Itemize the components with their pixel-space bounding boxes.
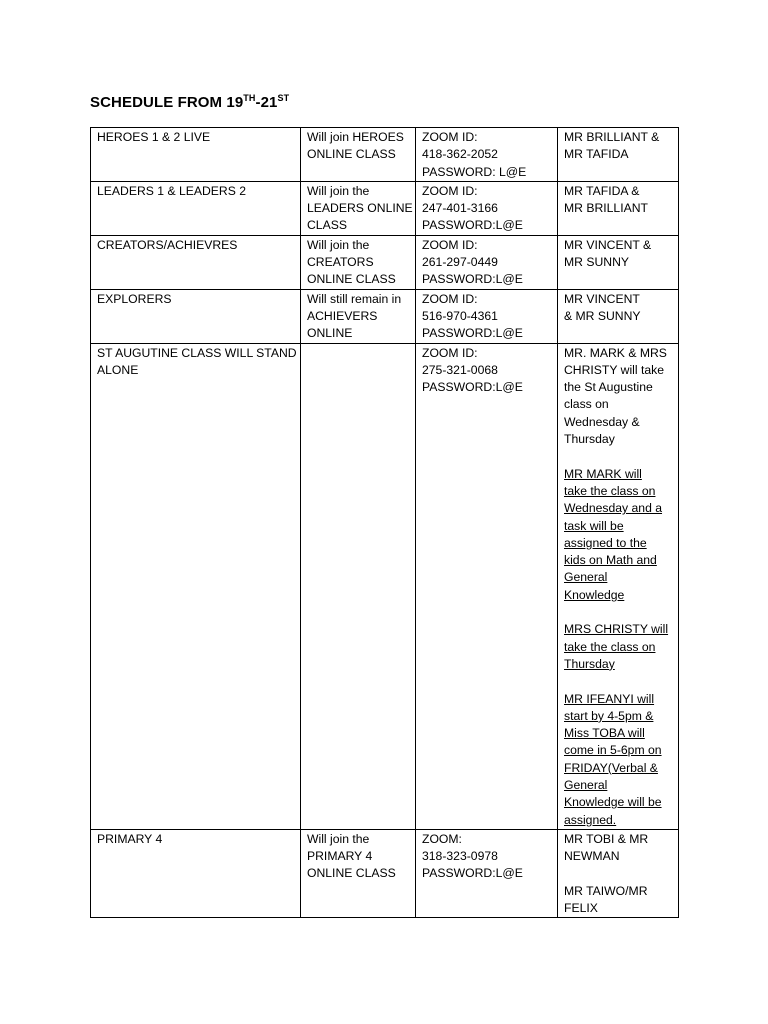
- cell-line: 516-970-4361: [422, 308, 498, 323]
- cell-line: ST AUGUTINE CLASS WILL STAND: [97, 345, 297, 360]
- cell-line: take the class on: [564, 483, 656, 498]
- cell-line: CREATORS/ACHIEVRES: [97, 237, 238, 252]
- cell-line: Thursday: [564, 432, 615, 447]
- cell-line: MR IFEANYI will: [564, 691, 655, 706]
- cell-line: Thursday: [564, 656, 615, 671]
- zoom-cell: [416, 181, 558, 235]
- group-cell: [91, 289, 301, 343]
- cell-line: task will be: [564, 518, 624, 533]
- cell-line: ZOOM ID:: [422, 130, 478, 144]
- table-row: [91, 235, 679, 289]
- paragraph-gap: [564, 865, 673, 882]
- teachers-cell: [558, 128, 679, 182]
- cell-line: assigned.: [564, 812, 617, 827]
- zoom-cell: [416, 289, 558, 343]
- plan-cell: [301, 128, 416, 182]
- cell-line: NEWMAN: [564, 849, 620, 864]
- cell-line: Knowledge will be: [564, 795, 662, 810]
- cell-line: PRIMARY 4: [97, 831, 163, 846]
- cell-line: MR MARK will: [564, 466, 642, 481]
- cell-line: PASSWORD: L@E: [422, 164, 527, 179]
- cell-line: ALONE: [97, 362, 139, 377]
- cell-line: General: [564, 777, 608, 792]
- cell-line: FELIX: [564, 901, 598, 916]
- cell-line: PRIMARY 4: [307, 849, 373, 864]
- teachers-cell: [558, 829, 679, 917]
- cell-line: start by 4-5pm &: [564, 708, 654, 723]
- group-cell: [91, 128, 301, 182]
- paragraph-gap: [564, 448, 673, 465]
- cell-line: MR TOBI & MR: [564, 831, 649, 846]
- cell-line: LEADERS ONLINE: [307, 201, 413, 216]
- cell-line: Wednesday &: [564, 414, 640, 429]
- cell-line: assigned to the: [564, 535, 647, 550]
- group-cell: [91, 235, 301, 289]
- plan-cell: [301, 181, 416, 235]
- cell-line: & MR SUNNY: [564, 308, 641, 323]
- plan-cell: [301, 829, 416, 917]
- cell-line: HEROES 1 & 2 LIVE: [97, 130, 211, 144]
- cell-line: Will join the: [307, 183, 370, 198]
- cell-line: MR SUNNY: [564, 255, 630, 270]
- cell-line: MRS CHRISTY will: [564, 622, 669, 637]
- title-superscript-th: TH: [243, 93, 256, 103]
- group-cell: [91, 829, 301, 917]
- cell-line: Will join the: [307, 831, 370, 846]
- cell-line: ZOOM ID:: [422, 237, 478, 252]
- cell-line: MR BRILLIANT &: [564, 130, 660, 144]
- cell-line: PASSWORD:L@E: [422, 380, 523, 395]
- cell-line: CLASS: [307, 218, 347, 233]
- cell-line: CREATORS: [307, 255, 374, 270]
- cell-line: 418-362-2052: [422, 147, 498, 162]
- cell-line: Will join the: [307, 237, 370, 252]
- group-cell: [91, 181, 301, 235]
- cell-line: ONLINE CLASS: [307, 272, 396, 287]
- teachers-cell: [558, 181, 679, 235]
- cell-line: CHRISTY will take: [564, 362, 665, 377]
- cell-line: ONLINE CLASS: [307, 866, 396, 881]
- cell-line: ZOOM:: [422, 831, 462, 846]
- teachers-cell: [558, 235, 679, 289]
- cell-line: General: [564, 570, 608, 585]
- cell-line: Will still remain in: [307, 291, 402, 306]
- table-row: [91, 343, 679, 829]
- teachers-cell: [558, 343, 679, 829]
- table-row: [91, 181, 679, 235]
- cell-line: ONLINE: [307, 326, 353, 341]
- cell-line: the St Augustine: [564, 380, 653, 395]
- cell-line: MR VINCENT: [564, 291, 640, 306]
- table-row: [91, 128, 679, 182]
- cell-line: Will join HEROES: [307, 130, 404, 144]
- cell-line: ZOOM ID:: [422, 291, 478, 306]
- title-text: SCHEDULE FROM 19: [90, 94, 244, 111]
- cell-line: kids on Math and: [564, 553, 657, 568]
- plan-cell: [301, 235, 416, 289]
- cell-line: Knowledge: [564, 587, 625, 602]
- paragraph-gap: [564, 604, 673, 621]
- cell-line: MR TAIWO/MR: [564, 883, 648, 898]
- teachers-cell: [558, 289, 679, 343]
- cell-line: class on: [564, 397, 609, 412]
- plan-cell: [301, 343, 416, 829]
- cell-line: 275-321-0068: [422, 362, 498, 377]
- group-cell: [91, 343, 301, 829]
- page-title: [90, 94, 289, 111]
- cell-line: 318-323-0978: [422, 849, 498, 864]
- cell-line: Miss TOBA will: [564, 726, 645, 741]
- cell-line: MR VINCENT &: [564, 237, 652, 252]
- zoom-cell: [416, 343, 558, 829]
- cell-line: MR BRILLIANT: [564, 201, 648, 216]
- cell-line: take the class on: [564, 639, 656, 654]
- cell-line: ZOOM ID:: [422, 345, 478, 360]
- cell-line: FRIDAY(Verbal &: [564, 760, 658, 775]
- cell-line: ZOOM ID:: [422, 183, 478, 198]
- zoom-cell: [416, 128, 558, 182]
- paragraph-gap: [564, 673, 673, 690]
- cell-line: come in 5-6pm on: [564, 743, 662, 758]
- cell-line: Wednesday and a: [564, 501, 663, 516]
- cell-line: LEADERS 1 & LEADERS 2: [97, 183, 247, 198]
- cell-line: MR TAFIDA &: [564, 183, 640, 198]
- cell-line: MR TAFIDA: [564, 147, 629, 162]
- cell-line: 261-297-0449: [422, 255, 498, 270]
- schedule-table: [90, 127, 679, 918]
- cell-line: 247-401-3166: [422, 201, 498, 216]
- title-text-end: -21: [255, 94, 278, 111]
- cell-line: ACHIEVERS: [307, 308, 378, 323]
- zoom-cell: [416, 235, 558, 289]
- cell-line: PASSWORD:L@E: [422, 272, 523, 287]
- cell-line: PASSWORD:L@E: [422, 218, 523, 233]
- cell-line: PASSWORD:L@E: [422, 326, 523, 341]
- cell-line: EXPLORERS: [97, 291, 172, 306]
- cell-line: MR. MARK & MRS: [564, 345, 667, 360]
- title-superscript-st: ST: [277, 93, 290, 103]
- plan-cell: [301, 289, 416, 343]
- table-row: [91, 289, 679, 343]
- cell-line: ONLINE CLASS: [307, 147, 396, 162]
- table-row: [91, 829, 679, 917]
- zoom-cell: [416, 829, 558, 917]
- cell-line: PASSWORD:L@E: [422, 866, 523, 881]
